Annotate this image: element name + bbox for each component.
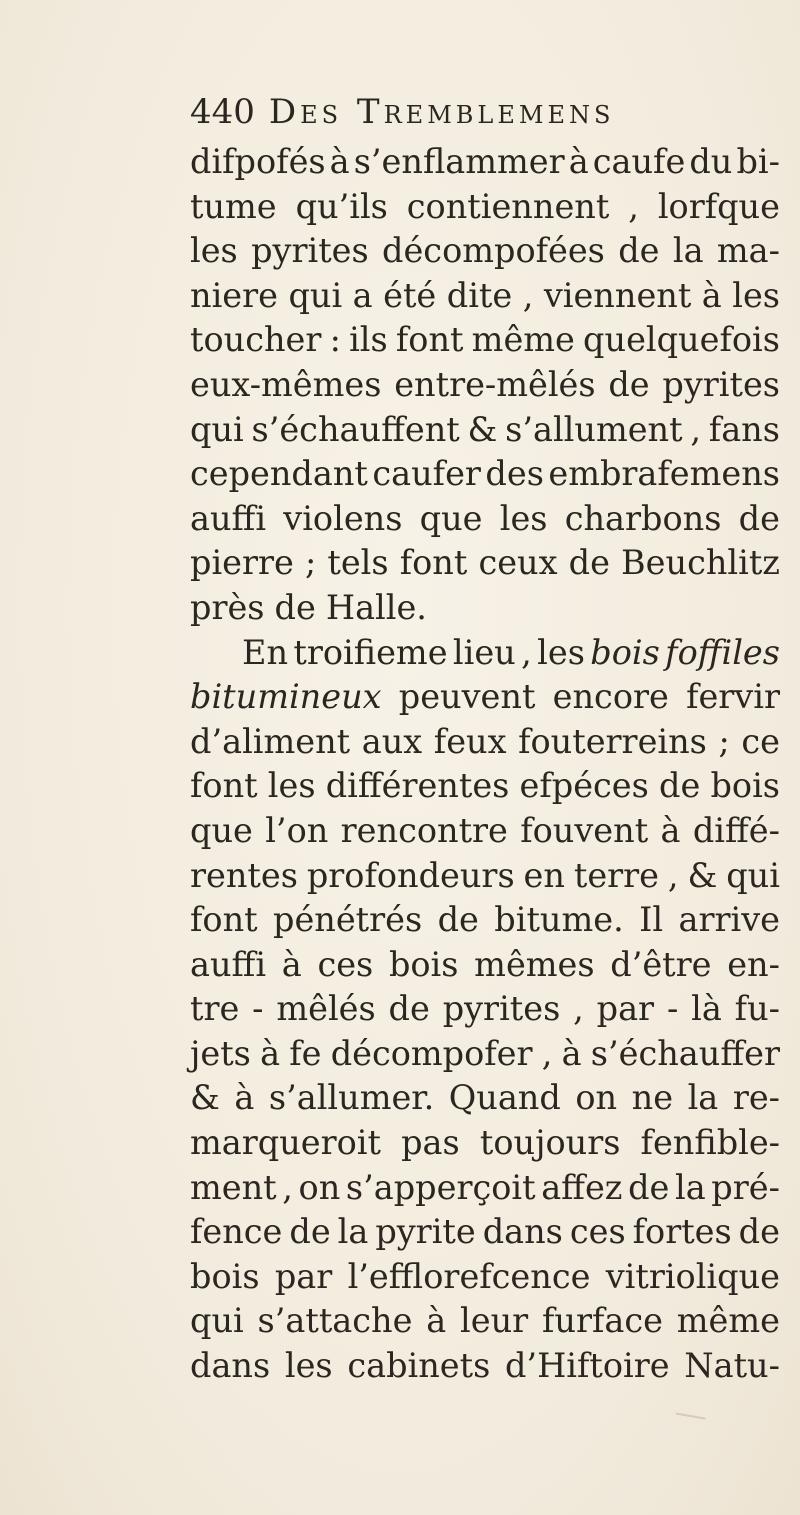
word: on xyxy=(298,1167,341,1207)
word: de xyxy=(289,1212,331,1252)
word: bois xyxy=(190,1256,260,1296)
word: de xyxy=(738,498,780,538)
text-line xyxy=(190,318,780,363)
text-line xyxy=(190,1032,780,1077)
text-line xyxy=(190,854,780,899)
word: l’efflorefcence xyxy=(347,1256,591,1296)
word: , xyxy=(573,989,584,1029)
word: à xyxy=(568,142,589,181)
word: la xyxy=(337,1212,369,1252)
word: fe xyxy=(289,1033,322,1073)
body-text xyxy=(190,140,780,1389)
word: tume xyxy=(190,186,277,226)
word: à xyxy=(660,810,681,850)
word: pré- xyxy=(711,1167,780,1207)
word: cependant xyxy=(190,454,368,494)
text-line xyxy=(190,1076,780,1121)
page-number: 440 xyxy=(190,92,255,132)
text-line xyxy=(190,274,780,319)
word: d’aliment xyxy=(190,721,351,761)
text-line xyxy=(190,363,780,408)
word: , xyxy=(522,275,534,315)
word: profondeurs xyxy=(306,855,515,895)
word: toujours xyxy=(479,1123,621,1163)
word: la xyxy=(687,1078,719,1118)
text-line xyxy=(190,408,780,453)
word: mêlés xyxy=(276,989,376,1029)
word: en xyxy=(523,855,565,895)
word: & xyxy=(190,1078,220,1118)
word: : xyxy=(329,320,341,360)
word: s’apperçoit xyxy=(345,1167,536,1207)
word: bitume. xyxy=(494,900,624,940)
word: de xyxy=(618,231,660,271)
word: - xyxy=(666,989,679,1029)
word: fortes xyxy=(632,1212,732,1252)
word: en- xyxy=(727,944,780,984)
word: à xyxy=(234,1078,255,1118)
word: de xyxy=(437,900,479,940)
word: différentes xyxy=(325,766,510,806)
word: caufer xyxy=(372,454,481,494)
word: Quand xyxy=(448,1078,561,1118)
word: lieu xyxy=(452,632,516,672)
word: de xyxy=(738,1212,780,1252)
word: encore xyxy=(552,677,669,717)
word: Beuchlitz xyxy=(621,543,780,583)
word: même xyxy=(676,1301,780,1341)
word: ne xyxy=(631,1078,674,1118)
word: fence xyxy=(190,1212,283,1252)
word: de xyxy=(388,989,430,1029)
word: que xyxy=(190,810,253,850)
word: là xyxy=(691,989,722,1029)
text-line xyxy=(190,1210,780,1255)
word: pierre xyxy=(190,543,294,583)
word: de xyxy=(608,364,650,404)
word: s’échauffent xyxy=(251,409,460,449)
word: les xyxy=(190,231,238,271)
word: embrafemens xyxy=(548,454,780,494)
word: ceux xyxy=(478,543,558,583)
text-line xyxy=(190,675,780,720)
word: & xyxy=(687,855,718,895)
word: lorfque xyxy=(657,186,780,226)
word: pyrite xyxy=(375,1212,476,1252)
word: , xyxy=(628,186,639,226)
word: affez xyxy=(541,1167,623,1207)
text-line xyxy=(190,497,780,542)
word: même xyxy=(471,320,575,360)
text-line xyxy=(190,987,780,1032)
word: , xyxy=(521,632,532,672)
word: , xyxy=(690,409,702,449)
word: bitumineux xyxy=(190,677,382,717)
word: fenfible- xyxy=(640,1123,780,1163)
word: d’être xyxy=(610,944,712,984)
text-line xyxy=(190,943,780,988)
word: rencontre xyxy=(340,810,508,850)
word: dans xyxy=(190,1346,271,1386)
word: Il xyxy=(639,900,664,940)
text-line xyxy=(190,1255,780,1300)
text-line xyxy=(190,764,780,809)
word: pas xyxy=(401,1123,460,1163)
word: par xyxy=(596,989,655,1029)
word: marqueroit xyxy=(190,1123,381,1163)
word: contiennent xyxy=(406,186,610,226)
word: , xyxy=(282,1167,293,1207)
text-line xyxy=(190,720,780,765)
word: Halle. xyxy=(325,587,427,627)
text-line xyxy=(190,586,780,631)
running-title: Des Tremblemens xyxy=(268,92,615,132)
word: auffi xyxy=(190,498,267,538)
text-line xyxy=(190,631,780,676)
word: foffiles xyxy=(665,632,780,672)
word: tre xyxy=(190,989,240,1029)
word: les xyxy=(537,632,585,672)
word: pyrites xyxy=(442,989,561,1029)
word: les xyxy=(267,766,316,806)
word: les xyxy=(499,498,548,538)
word: tels xyxy=(327,543,389,583)
word: près xyxy=(190,587,265,627)
word: vitriolique xyxy=(605,1256,780,1296)
word: feux xyxy=(433,721,507,761)
word: à xyxy=(281,944,302,984)
word: l’on xyxy=(265,810,329,850)
word: pyrites xyxy=(662,364,780,404)
word: la xyxy=(672,231,704,271)
word: ma- xyxy=(716,231,780,271)
word: eux-mêmes xyxy=(190,364,382,404)
word: la xyxy=(674,1167,706,1207)
word: quelquefois xyxy=(583,320,780,360)
word: font xyxy=(399,543,468,583)
word: les xyxy=(732,275,780,315)
word: troifieme xyxy=(293,632,448,672)
text-line xyxy=(190,809,780,854)
word: les xyxy=(284,1346,333,1386)
word: terre xyxy=(573,855,659,895)
text-line xyxy=(190,1166,780,1211)
text-line xyxy=(190,229,780,274)
word: de xyxy=(659,766,701,806)
word: efpéces xyxy=(519,766,649,806)
word: diffé- xyxy=(692,810,780,850)
word: jets xyxy=(190,1033,251,1073)
word: peuvent xyxy=(398,677,536,717)
word: niere xyxy=(190,275,278,315)
word: , xyxy=(667,855,679,895)
word: viennent xyxy=(543,275,692,315)
word: arrive xyxy=(678,900,780,940)
word: qui xyxy=(190,409,244,449)
word: violens xyxy=(283,498,403,538)
word: & xyxy=(467,409,498,449)
word: font xyxy=(190,766,258,806)
word: ; xyxy=(718,721,730,761)
word: caufe xyxy=(592,142,686,181)
text-line xyxy=(190,1299,780,1344)
word: du xyxy=(689,142,733,181)
text-line xyxy=(190,1121,780,1166)
word: bi- xyxy=(736,142,780,181)
word: dite xyxy=(446,275,513,315)
word: ment xyxy=(190,1167,277,1207)
word: ; xyxy=(304,543,317,583)
word: à xyxy=(561,1033,582,1073)
word: font xyxy=(190,900,258,940)
text-line xyxy=(190,541,780,586)
word: qui xyxy=(726,855,780,895)
word: que xyxy=(419,498,483,538)
word: entre-mêlés xyxy=(394,364,596,404)
word: des xyxy=(485,454,544,494)
word: qui xyxy=(288,275,343,315)
word: pénétrés xyxy=(273,900,423,940)
word: auffi xyxy=(190,944,267,984)
word: fervir xyxy=(686,677,780,717)
word: ces xyxy=(569,1212,626,1252)
word: de xyxy=(568,543,610,583)
word: de xyxy=(628,1167,670,1207)
word: décompofées xyxy=(382,231,605,271)
word: s’allumer. xyxy=(268,1078,435,1118)
word: , xyxy=(541,1033,553,1073)
word: ces xyxy=(317,944,374,984)
word: ils xyxy=(349,320,388,360)
word: aux xyxy=(361,721,423,761)
word: re- xyxy=(732,1078,780,1118)
word: s’allument xyxy=(505,409,683,449)
word: s’enflammer xyxy=(353,142,565,181)
word: leur xyxy=(460,1301,529,1341)
text-line xyxy=(190,898,780,943)
word: - xyxy=(252,989,264,1029)
word: décompofer xyxy=(330,1033,533,1073)
word: à xyxy=(329,142,350,181)
word: cabinets xyxy=(347,1346,491,1386)
word: par xyxy=(274,1256,333,1296)
word: on xyxy=(575,1078,618,1118)
word: qu’ils xyxy=(295,186,388,226)
word: font xyxy=(395,320,464,360)
word: dans xyxy=(482,1212,563,1252)
ink-smudge xyxy=(674,1412,705,1427)
word: fans xyxy=(708,409,780,449)
word: à xyxy=(426,1301,447,1341)
word: bois xyxy=(388,944,459,984)
text-line xyxy=(190,452,780,497)
word: fouvent xyxy=(520,810,649,850)
word: été xyxy=(383,275,437,315)
text-line xyxy=(190,140,780,185)
word: bois xyxy=(710,766,780,806)
word: d’Hiftoire xyxy=(504,1346,670,1386)
text-line xyxy=(190,185,780,230)
word: mêmes xyxy=(474,944,595,984)
text-line xyxy=(190,1344,780,1389)
word: s’échauffer xyxy=(590,1033,780,1073)
word: à xyxy=(701,275,722,315)
word: charbons xyxy=(564,498,722,538)
word: ce xyxy=(741,721,780,761)
word: rentes xyxy=(190,855,298,895)
word: qui xyxy=(190,1301,244,1341)
word: fouterreins xyxy=(518,721,707,761)
word: à xyxy=(260,1033,281,1073)
word: pyrites xyxy=(251,231,369,271)
word: s’attache xyxy=(257,1301,413,1341)
word: fu- xyxy=(734,989,780,1029)
word: bois xyxy=(590,632,660,672)
word: a xyxy=(352,275,373,315)
word: difpofés xyxy=(190,142,326,181)
word: En xyxy=(242,632,289,672)
word: Natu- xyxy=(684,1346,780,1386)
word: furface xyxy=(541,1301,663,1341)
word: de xyxy=(274,587,316,627)
word: toucher xyxy=(190,320,322,360)
